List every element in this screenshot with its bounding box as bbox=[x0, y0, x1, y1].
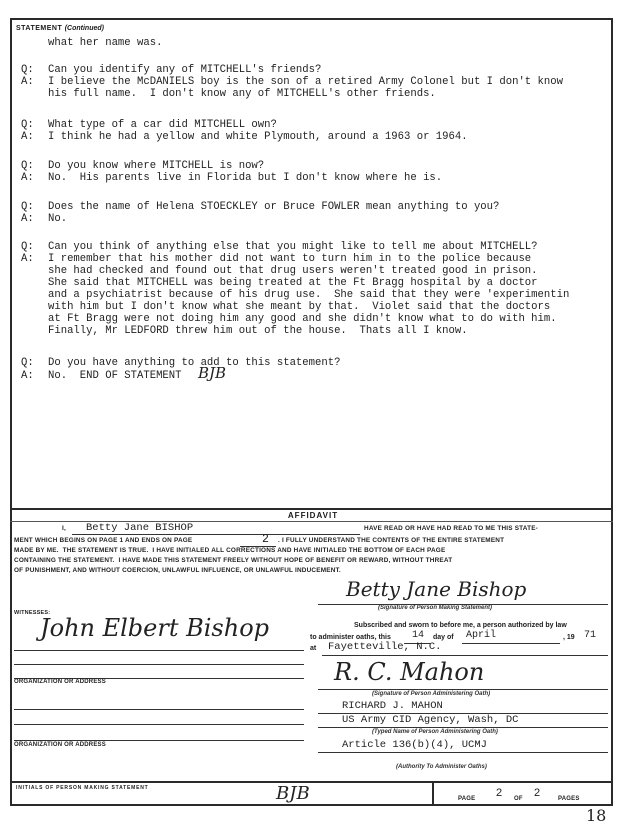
sworn-line-2a: to administer oaths, this bbox=[310, 634, 391, 641]
initials-label: INITIALS OF PERSON MAKING STATEMENT bbox=[16, 785, 149, 791]
sworn-line-2b: day of bbox=[433, 634, 454, 641]
at-label: at bbox=[310, 645, 317, 652]
sworn-month: April bbox=[466, 630, 497, 641]
affidavit-line2-suffix: . I FULLY UNDERSTAND THE CONTENTS OF THE ENTIRE STATEMENT bbox=[278, 537, 505, 544]
admin-signature-caption: (Signature of Person Administering Oath) bbox=[372, 691, 491, 697]
page-total: 2 bbox=[534, 787, 541, 799]
affidavit-line2-prefix: MENT WHICH BEGINS ON PAGE 1 AND ENDS ON PAGE bbox=[14, 537, 193, 544]
admin-org-line bbox=[318, 727, 608, 728]
witness-line-2 bbox=[14, 664, 304, 665]
page-label: PAGE bbox=[458, 796, 476, 802]
end-initials: BJB bbox=[198, 364, 227, 382]
continuation-line: what her name was. bbox=[48, 37, 163, 49]
admin-typed-caption: (Typed Name of Person Administering Oath) bbox=[372, 729, 498, 735]
end-page-value: 2 bbox=[262, 533, 269, 546]
footer-separator bbox=[432, 781, 434, 806]
witnesses-label: WITNESSES: bbox=[14, 610, 51, 616]
affidavit-line5: OF PUNISHMENT, AND WITHOUT COERCION, UNLAWFUL INFLUENCE, OR UNLAWFUL INDUCEMENT. bbox=[14, 567, 341, 574]
witness-line-1 bbox=[14, 650, 304, 651]
org-line-2 bbox=[14, 724, 304, 725]
org-address-label-1: ORGANIZATION OR ADDRESS bbox=[14, 679, 106, 685]
affiant-name-line bbox=[72, 534, 360, 535]
affidavit-line1: HAVE READ OR HAVE HAD READ TO ME THIS STATE- bbox=[364, 525, 539, 532]
admin-name: RICHARD J. MAHON bbox=[342, 700, 443, 712]
affidavit-i-label: I, bbox=[62, 525, 66, 532]
sworn-month-line bbox=[462, 643, 560, 644]
authority-value: Article 136(b)(4), UCMJ bbox=[342, 739, 487, 751]
administrator-signature: R. C. Mahon bbox=[334, 658, 485, 686]
pages-label: PAGES bbox=[558, 796, 580, 802]
statement-signature: Betty Jane Bishop bbox=[346, 577, 527, 601]
org-line-1 bbox=[14, 709, 304, 710]
org-address-label-2: ORGANIZATION OR ADDRESS bbox=[14, 742, 106, 748]
affiant-name: Betty Jane BISHOP bbox=[86, 522, 194, 534]
page-number: 2 bbox=[496, 787, 503, 799]
sworn-line-2c: , 19 bbox=[563, 634, 575, 641]
section-label: STATEMENT (Continued) bbox=[16, 25, 104, 32]
statement-signature-caption: (Signature of Person Making Statement) bbox=[378, 605, 493, 611]
affidavit-title: AFFIDAVIT bbox=[287, 511, 339, 520]
affidavit-line3: MADE BY ME. THE STATEMENT IS TRUE. I HAVE INITIALED ALL CORRECTIONS AND HAVE INITIALED THE BOTTOM OF EACH PAGE bbox=[14, 547, 446, 554]
sworn-line-1: Subscribed and sworn to before me, a person authorized by law bbox=[354, 622, 567, 629]
authority-line bbox=[318, 752, 608, 753]
affidavit-line4: CONTAINING THE STATEMENT. I HAVE MADE THIS STATEMENT FREELY WITHOUT HOPE OF BENEFIT OR REWARD, WITHOUT THREAT bbox=[14, 557, 453, 564]
sworn-day: 14 bbox=[412, 630, 425, 641]
witness-signature: John Elbert Bishop bbox=[40, 614, 270, 642]
footer-initials: BJB bbox=[276, 783, 310, 804]
sworn-place: Fayetteville, N.C. bbox=[328, 641, 442, 653]
stamp-number: 18 bbox=[586, 806, 607, 825]
admin-org: US Army CID Agency, Wash, DC bbox=[342, 714, 519, 726]
admin-signature-line bbox=[318, 689, 608, 690]
authority-caption: (Authority To Administer Oaths) bbox=[396, 764, 487, 770]
sworn-year: 71 bbox=[584, 630, 597, 641]
affidavit-divider bbox=[10, 508, 613, 510]
place-line bbox=[322, 655, 608, 656]
of-label: OF bbox=[514, 796, 523, 802]
